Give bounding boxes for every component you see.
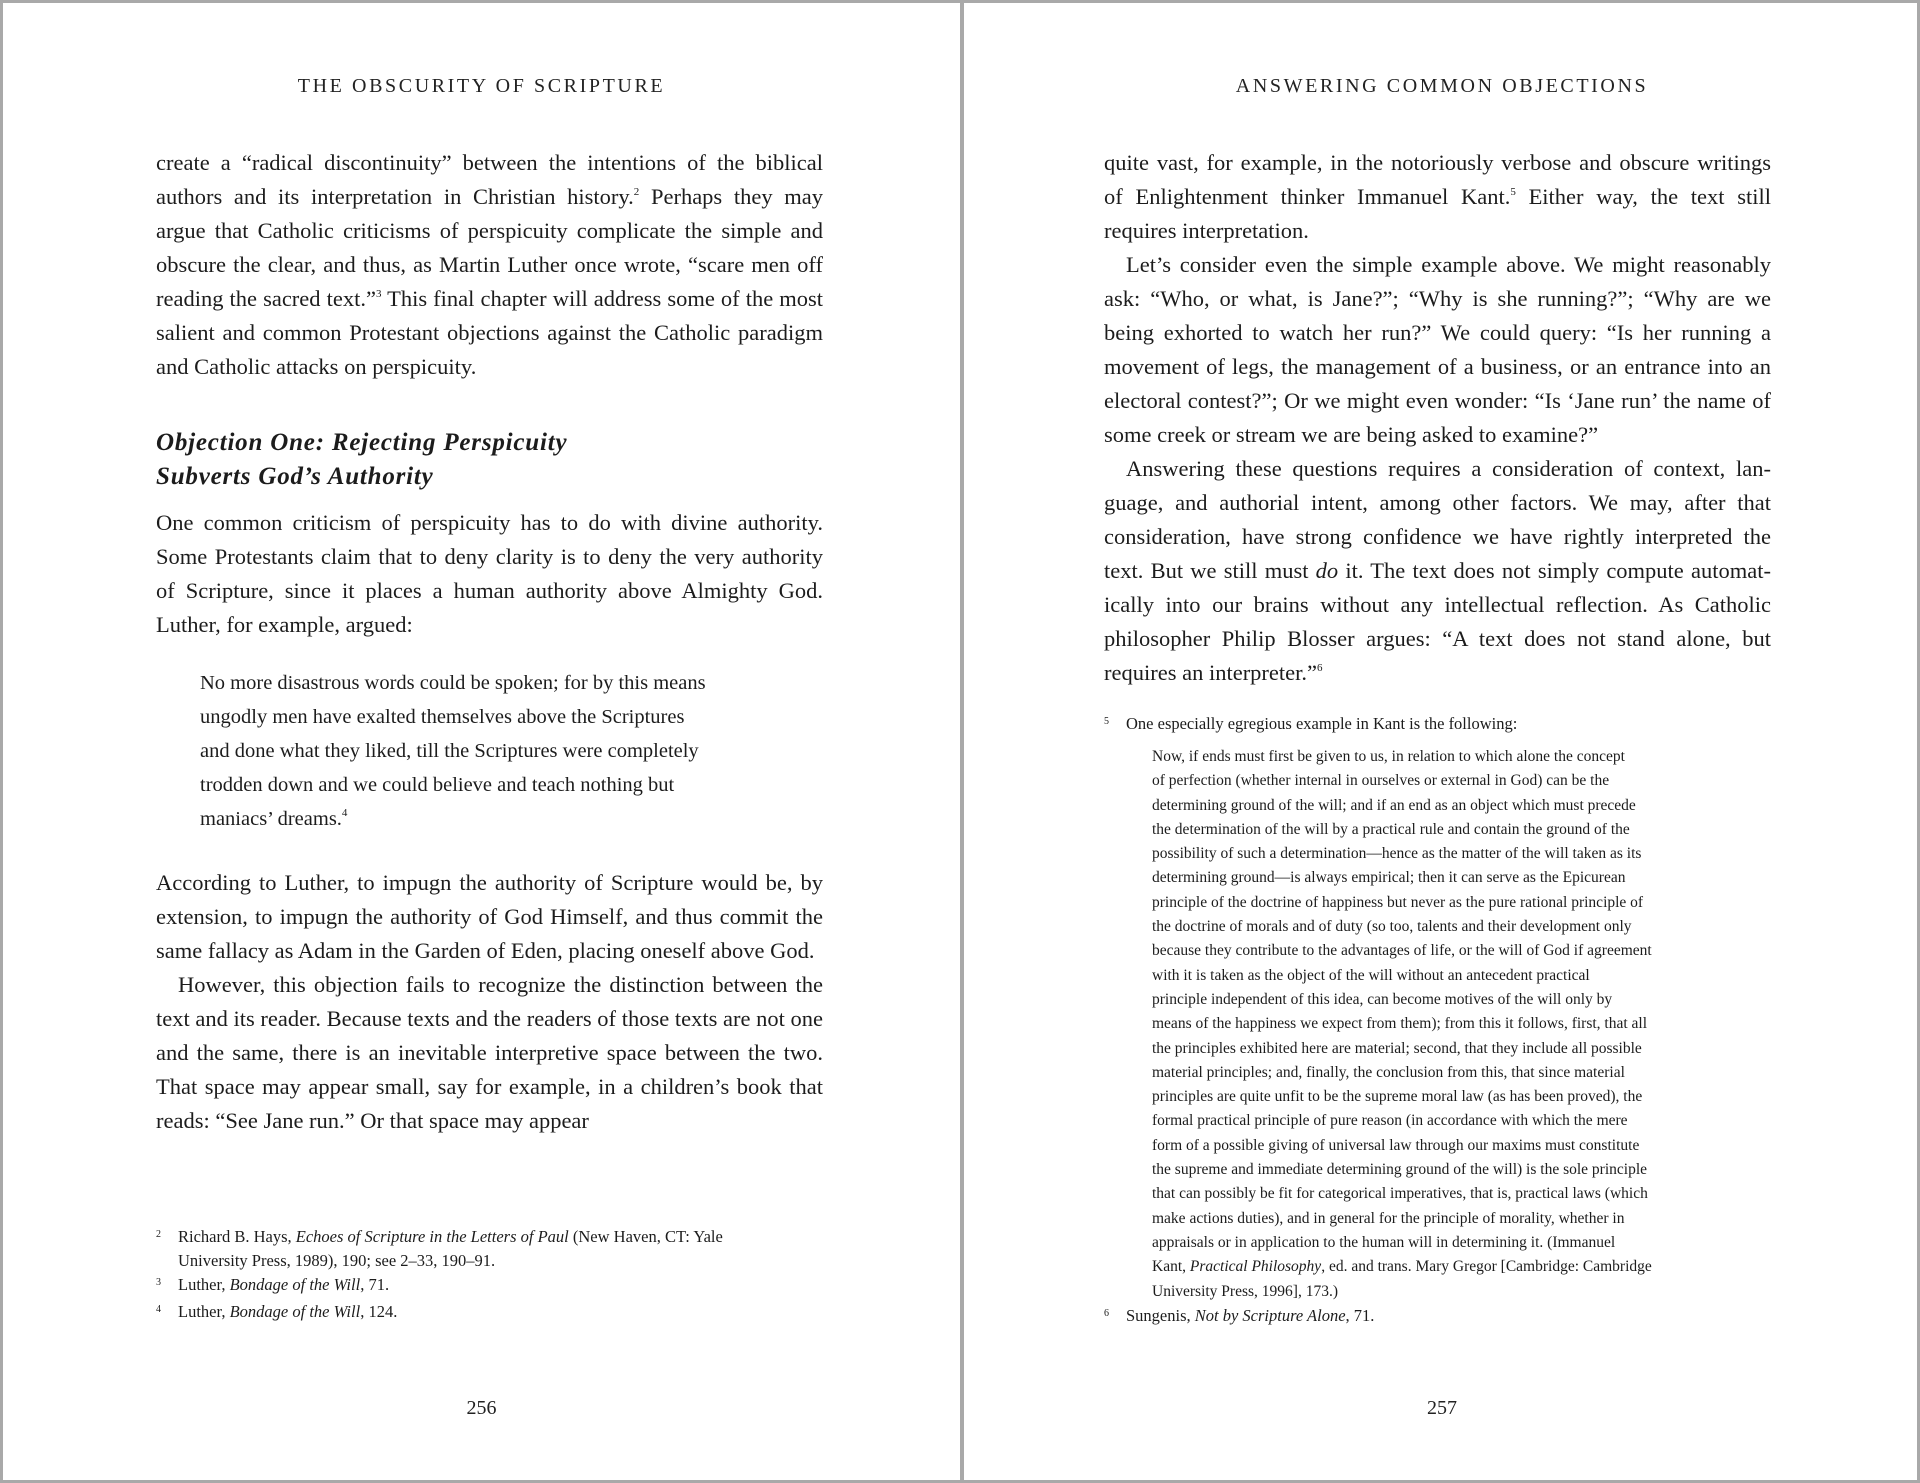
running-head: THE OBSCURITY OF SCRIPTURE: [297, 75, 666, 97]
citation-title: Practical Philosophy: [1189, 1258, 1322, 1276]
paragraph: However, this objection fails to recognize the distinction between the text and its reader. Because texts and the readers of those texts are not one and the same, there is an inevitable interpretive space between the two. That space may appear small, say for example, in a children’s book that reads: “See Jane run.” Or that space may appear: [156, 972, 823, 1133]
quote-line: possibility of such a determination—hence as the matter of the will taken as its: [1152, 845, 1642, 863]
footnote-author: Luther,: [178, 1275, 230, 1294]
quote-line: appraisals or in application to the human will in determining it. (Immanuel: [1152, 1233, 1616, 1251]
citation-detail: , ed. and trans. Mary Gregor [Cambridge: Cambridge: [1321, 1258, 1652, 1276]
footnote: [156, 1225, 823, 1273]
footnote-ref[interactable]: 6: [1317, 662, 1323, 674]
emphasis: do: [1315, 558, 1339, 583]
footnote-author: Luther,: [178, 1302, 230, 1321]
footnote-block-quote: [1152, 745, 1771, 1304]
paragraph: [1104, 146, 1771, 248]
quote-text: maniacs’ dreams.: [200, 808, 342, 830]
footnote-author: Richard B. Hays,: [178, 1227, 296, 1246]
footnote-ref[interactable]: 5: [1510, 186, 1516, 198]
paragraph-text: Answering these questions requires a consideration of context, language, and authorial intent, among other factors. We may, after that consideration, have strong confidence we have rightly interpreted the text. But we still must: [1104, 456, 1771, 583]
paragraph: Let’s consider even the simple example above. We might reasonably ask: “Who, or what, is Jane?”; “Why is she running?”; “Why are we being exhorted to watch her run?” We could query: “Is her running a movement of legs, the management of a business, or an entrance into an electoral contest?”; Or we might even wonder: “Is ‘Jane run’ the name of some creek or stream we are being asked to examine?”: [1104, 252, 1771, 447]
footnote-author: Sungenis,: [1126, 1305, 1195, 1325]
footnote-detail: University Press, 1989), 190; see 2–33, 190–91.: [178, 1251, 496, 1270]
footnote: [156, 1300, 823, 1327]
footnote-mark: 4: [156, 1304, 161, 1315]
quote-citation: [1152, 1255, 1771, 1279]
quote-line: make actions duties), and in general for the principle of morality, whether in: [1152, 1209, 1625, 1227]
quote-line: principle of the doctrine of happiness but never as the pure rational principle of: [1152, 893, 1644, 911]
quote-line: principles are quite unfit to be the supreme moral law (as has been proved), the: [1152, 1088, 1643, 1106]
quote-line: because they contribute to the advantages of life, or the will of God if agreement: [1152, 942, 1652, 960]
right-page: [964, 3, 1920, 1480]
quote-line: with it is taken as the object of the will without an antecedent practical: [1152, 966, 1590, 984]
body-text: [156, 146, 823, 1138]
quote-line: form of a possible giving of universal law through our maxims must constitute: [1152, 1136, 1640, 1154]
footnote-detail: , 124.: [360, 1302, 398, 1321]
footnotes: [156, 1225, 823, 1327]
footnote: [156, 1273, 823, 1300]
section-heading-line: Subverts God’s Authority: [156, 463, 434, 490]
paragraph: One common criticism of perspicuity has to do with divine authority. Some Protestants claim that to deny clarity is to deny the very authority of Scripture, since it places a human authority above Almighty God. Luther, for example, argued:: [156, 510, 823, 637]
footnote: [1104, 1304, 1771, 1331]
quote-line: material principles; and, finally, the conclusion from this, that since material: [1152, 1063, 1625, 1081]
footnote-detail: , 71.: [360, 1275, 390, 1294]
quote-line: determining ground—is always empirical; then it can serve as the Epicurean: [1152, 869, 1626, 887]
citation-author: Kant,: [1152, 1258, 1190, 1276]
page-number: 256: [466, 1397, 497, 1419]
quote-line: formal practical principle of pure reason (in accordance with which the mere: [1152, 1112, 1628, 1130]
paragraph: According to Luther, to impugn the authority of Scripture would be, by extension, to impugn the authority of God Himself, and thus commit the same fallacy as Adam in the Garden of Eden, placing oneself above God.: [156, 870, 823, 963]
paragraph: [156, 146, 823, 384]
footnote-title: Echoes of Scripture in the Letters of Paul: [295, 1227, 569, 1246]
footnote-title: Bondage of the Will: [229, 1275, 361, 1294]
paragraph-text: create a “radical discontinuity” between the intentions of the biblical authors and its interpretation in Christian history.: [156, 150, 823, 209]
left-page: [3, 3, 960, 1480]
block-quote: [200, 666, 779, 836]
footnote-title: Not by Scripture Alone: [1194, 1305, 1346, 1325]
quote-line: the principles exhibited here are material; second, that they include all possible: [1152, 1039, 1642, 1057]
footnote-text: One especially egregious example in Kant is the following:: [1126, 714, 1518, 733]
footnote-ref[interactable]: 4: [341, 807, 348, 819]
paragraph-text: it. The text does not simply compute automatically into our brains without any intellectual reflection. As Catholic philosopher Philip Blosser argues: “A text does not stand alone, but requires an interpreter.”: [1104, 558, 1771, 685]
footnote-mark: 6: [1104, 1307, 1109, 1319]
paragraph-text: Perhaps they may argue that Catholic criticisms of perspicuity complicate the simple and obscure the clear, and thus, as Martin Luther once wrote, “scare men off reading the sacred text.”: [156, 184, 823, 311]
paragraph-text: This final chapter will address some of the most salient and common Protestant objections against the Catholic paradigm and Catholic attacks on perspicuity.: [156, 286, 823, 379]
quote-line: No more disastrous words could be spoken; for by this means: [200, 672, 706, 694]
quote-line: determining ground of the will; and if an end as an object which must precede: [1152, 796, 1636, 814]
footnote-text: [178, 1300, 823, 1324]
quote-line: trodden down and we could believe and teach nothing but: [200, 774, 675, 796]
quote-line: that can possibly be fit for categorical imperatives, that is, practical laws (which: [1152, 1185, 1648, 1203]
footnote: [1104, 712, 1771, 739]
quote-line: the determination of the will by a practical rule and contain the ground of the: [1152, 820, 1630, 838]
footnote-text: [178, 1273, 823, 1297]
quote-line: Now, if ends must first be given to us, in relation to which alone the concept: [1152, 748, 1625, 765]
running-head: ANSWERING COMMON OBJECTIONS: [1235, 75, 1649, 97]
paragraph: [1104, 452, 1771, 690]
quote-line: means of the happiness we expect from them); from this it follows, first, that all: [1152, 1015, 1648, 1033]
footnote-title: Bondage of the Will: [229, 1302, 361, 1321]
paragraph-text: Either way, the text still requires interpretation.: [1104, 184, 1771, 243]
quote-citation: University Press, 1996], 173.): [1152, 1282, 1338, 1300]
body-text: [1104, 146, 1771, 690]
footnote-detail: (New Haven, CT: Yale: [568, 1227, 723, 1246]
footnote-text: [178, 1225, 823, 1273]
footnote-mark: 2: [156, 1229, 161, 1240]
footnote-text: [1126, 1304, 1771, 1328]
quote-line: [200, 802, 779, 836]
footnote-mark: 3: [156, 1277, 161, 1288]
footnote-ref[interactable]: 2: [633, 186, 640, 198]
footnotes: [1104, 712, 1771, 1331]
quote-line: and done what they liked, till the Scriptures were completely: [200, 740, 699, 762]
footnote-mark: 5: [1104, 716, 1109, 727]
paragraph-text: quite vast, for example, in the notoriously verbose and obscure writings of Enlightenment thinker Immanuel Kant.: [1104, 150, 1771, 209]
quote-line: the supreme and immediate determining ground of the will) is the sole principle: [1152, 1161, 1648, 1179]
section-heading: [156, 426, 823, 494]
quote-line: the doctrine of morals and of duty (so too, talents and their development only: [1152, 918, 1632, 936]
footnote-ref[interactable]: 3: [375, 288, 382, 300]
quote-line: principle independent of this idea, can become motives of the will only by: [1152, 990, 1613, 1008]
quote-line: of perfection (whether internal in ourselves or external in God) can be the: [1152, 772, 1610, 790]
quote-line: ungodly men have exalted themselves above the Scriptures: [200, 706, 685, 728]
footnote-detail: , 71.: [1345, 1305, 1375, 1325]
section-heading-line: Objection One: Rejecting Perspicuity: [156, 429, 568, 456]
page-number: 257: [1427, 1397, 1457, 1419]
